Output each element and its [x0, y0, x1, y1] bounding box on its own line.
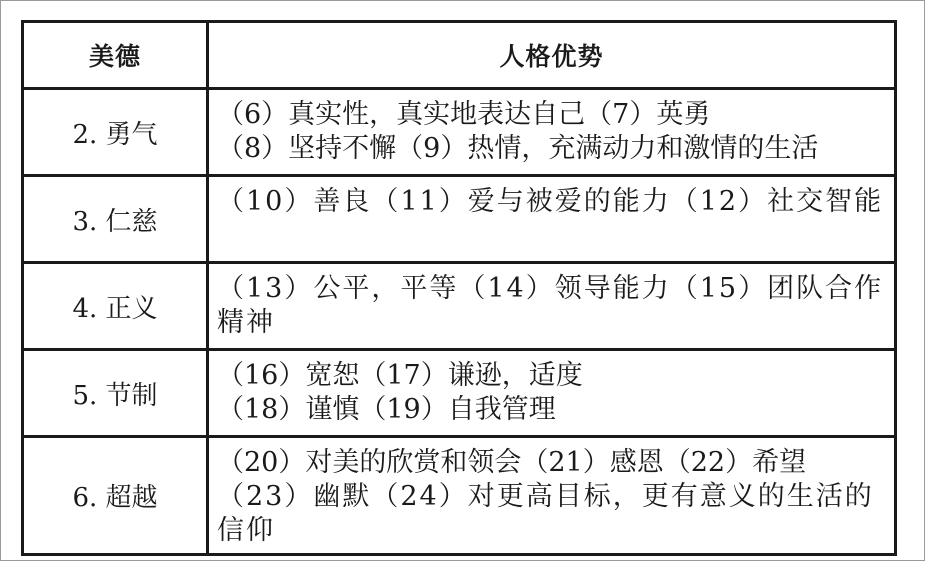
- strength-line: （20）对美的欣赏和领会（21）感恩（22）希望: [217, 447, 807, 478]
- strength-line: （18）谨慎（19）自我管理: [217, 394, 556, 425]
- header-virtue: 美德: [23, 22, 208, 89]
- virtue-cell: 3. 仁慈: [23, 176, 208, 263]
- table-row: [23, 350, 896, 437]
- strength-line: （23）幽默（24）对更高目标，更有意义的生活的信仰: [217, 481, 874, 546]
- strength-line: （8）坚持不懈（9）热情，充满动力和激情的生活: [217, 133, 819, 164]
- strengths-cell: [208, 263, 896, 350]
- virtue-cell: 2. 勇气: [23, 89, 208, 176]
- table-row: [23, 89, 896, 176]
- virtue-cell: 5. 节制: [23, 350, 208, 437]
- strengths-cell: [208, 89, 896, 176]
- strengths-cell: [208, 437, 896, 555]
- table-row: [23, 176, 896, 263]
- strength-line: （16）宽恕（17）谦逊，适度: [217, 360, 583, 391]
- table-row: [23, 263, 896, 350]
- header-row: [23, 22, 896, 89]
- strength-line: （13）公平，平等（14）领导能力（15）团队合作精神: [217, 273, 884, 338]
- virtue-cell: 4. 正义: [23, 263, 208, 350]
- virtues-strengths-table: [21, 20, 897, 556]
- header-strengths: 人格优势: [208, 22, 896, 89]
- table-row: [23, 437, 896, 555]
- strengths-cell: [208, 176, 896, 263]
- strength-line: （10）善良（11）爱与被爱的能力（12）社交智能: [217, 186, 884, 217]
- strengths-cell: [208, 350, 896, 437]
- virtue-cell: 6. 超越: [23, 437, 208, 555]
- strength-line: （6）真实性，真实地表达自己（7）英勇: [217, 99, 711, 130]
